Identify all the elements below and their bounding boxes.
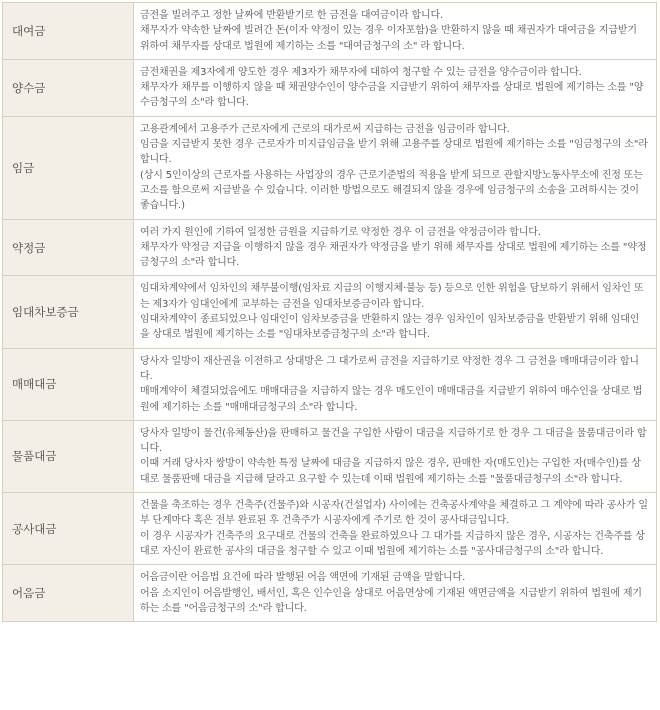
description-line: 어음 소지인이 어음발행인, 배서인, 혹은 인수인을 상대로 어음면상에 기재된 액면금액을 지급받기 위하여 법원에 제기하는 소를 "어음금청구의 소"라 합니다. (140, 587, 642, 614)
term-cell: 매매대금 (3, 348, 134, 420)
table-row (3, 219, 657, 276)
description-line: 이때 거래 당사자 쌍방이 약속한 특정 날짜에 대금을 지급하지 않은 경우, 판매한 자(매도인)는 구입한 자(매수인)를 상대로 물품판매 대금을 지급해 달라고 요구할 수 있는데 이때 법원에 제기하는 소를 "물품대금청구의 소"라 합니다. (140, 458, 641, 485)
table-row (3, 420, 657, 492)
table-row (3, 59, 657, 116)
description-line: 임금을 지급받지 못한 경우 근로자가 미지급임금을 받기 위해 고용주를 상대로 법원에 제기하는 소를 "임금청구의 소"라 합니다. (140, 139, 648, 166)
table-row (3, 276, 657, 348)
description-cell (134, 565, 657, 622)
description-cell (134, 219, 657, 276)
description-line: 금전채권을 제3자에게 양도한 경우 제3자가 채무자에 대하여 청구할 수 있는 금전을 양수금이라 합니다. (140, 66, 582, 78)
description-line: 매매계약이 체결되었음에도 매매대금을 지급하지 않는 경우 매도인이 매매대금을 지급받기 위하여 매수인을 상대로 법원에 제기하는 소를 "매매대금청구의 소"라 합니다. (140, 386, 643, 413)
description-line: 어음금이란 어음법 요건에 따라 발행된 어음 액면에 기재된 금액을 말합니다. (140, 572, 466, 584)
term-cell: 공사대금 (3, 493, 134, 565)
term-cell: 약정금 (3, 219, 134, 276)
term-cell: 양수금 (3, 59, 134, 116)
description-line: 당사자 일방이 재산권을 이전하고 상대방은 그 대가로써 금전을 지급하기로 약정한 경우 그 금전을 매매대금이라 합니다. (140, 355, 639, 382)
description-line: 임대차계약이 종료되었으나 임대인이 임차보증금을 반환하지 않는 경우 임차인이 임차보증금을 반환받기 위해 임대인을 상대로 법원에 제기하는 소를 "임대차보증금청구의 소"라 합니다. (140, 314, 640, 341)
term-cell: 임금 (3, 116, 134, 219)
description-cell (134, 276, 657, 348)
term-cell: 임대차보증금 (3, 276, 134, 348)
table-row (3, 348, 657, 420)
table-row (3, 493, 657, 565)
description-line: 채무자가 약속한 날짜에 빌려간 돈(이자 약정이 있는 경우 이자포함)을 반환하지 않을 때 채권자가 대여금을 지급받기 위하여 채무자를 상대로 법원에 제기하는 소를 "대여금청구의 소" 라 합니다. (140, 25, 637, 52)
description-line: 당사자 일방이 물건(유체동산)을 판매하고 물건을 구입한 사람이 대금을 지급하기로 한 경우 그 대금을 물품대금이라 합니다. (140, 427, 647, 455)
description-line: 채무자가 약정금 지급을 이행하지 않을 경우 채권자가 약정금을 받기 위해 채무자를 상대로 법원에 제기하는 소를 "약정금청구의 소"라 합니다. (140, 241, 647, 269)
description-line: 임대차계약에서 임차인의 채무불이행(임차료 지급의 이행지체·불능 등) 등으로 인한 위험을 담보하기 위해서 임차인 또는 제3자가 임대인에게 교부하는 금전을 임대차보증금이라 합니다. (140, 283, 644, 310)
description-line: 여러 가지 원인에 기하여 일정한 금원을 지급하기로 약정한 경우 이 금전을 약정금이라 합니다. (140, 226, 541, 238)
description-line: (상시 5인이상의 근로자를 사용하는 사업장의 경우 근로기준법의 적용을 받게 되므로 관할지방노동사무소에 진정 또는 고소를 함으로써 지급받을 수 있습니다. 이러한 방법으로도 해결되지 않을 경우에 임금청구의 소송을 고려하시는 것이 좋습니다.) (140, 169, 643, 212)
description-cell (134, 3, 657, 60)
term-cell: 물품대금 (3, 420, 134, 492)
table-row (3, 116, 657, 219)
description-cell (134, 116, 657, 219)
description-line: 채무자가 채무를 이행하지 않을 때 채권양수인이 양수금을 지급받기 위하여 채무자를 상대로 법원에 제기하는 소를 "양수금청구의 소"라 합니다. (140, 82, 644, 109)
legal-terms-table (2, 2, 657, 622)
description-cell (134, 348, 657, 420)
term-cell: 어음금 (3, 565, 134, 622)
description-line: 금전을 빌려주고 정한 날짜에 반환받기로 한 금전을 대여금이라 합니다. (140, 10, 444, 21)
description-line: 고용관계에서 고용주가 근로자에게 근로의 대가로써 지급하는 금전을 임금이라 합니다. (140, 123, 510, 135)
table-row (3, 565, 657, 622)
description-line: 건물을 축조하는 경우 건축주(건물주)와 시공자(건설업자) 사이에는 건축공사계약을 체결하고 그 계약에 따라 공사가 일부 단계마다 혹은 전부 완료된 후 건축주가 시공자에게 주기로 한 것이 공사대금입니다. (140, 500, 648, 527)
description-line: 이 경우 시공자가 건축주의 요구대로 건물의 건축을 완료하였으나 그 대가를 지급하지 않은 경우, 시공자는 건축주를 상대로 자신이 완료한 공사의 대금을 청구할 수 있고 이때 법원에 제기하는 소를 "공사대금청구의 소"라 합니다. (140, 530, 645, 557)
description-cell (134, 420, 657, 492)
description-cell (134, 493, 657, 565)
description-cell (134, 59, 657, 116)
term-cell: 대여금 (3, 3, 134, 60)
table-row (3, 3, 657, 60)
